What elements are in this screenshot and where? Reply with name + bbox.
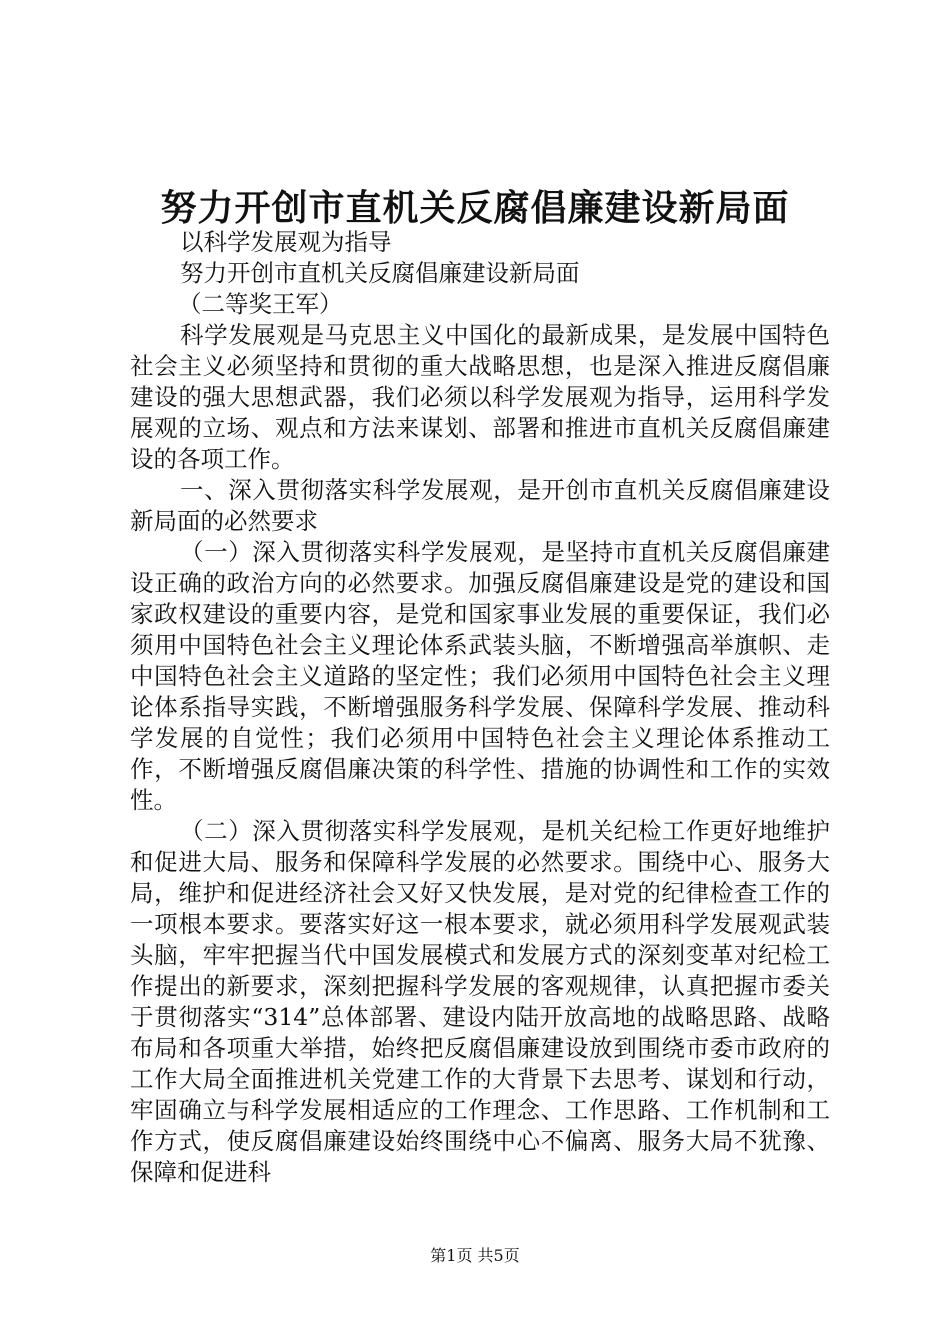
- paragraph-subsection-1: （一）深入贯彻落实科学发展观，是坚持市直机关反腐倡廉建设正确的政治方向的必然要求。加强反腐倡廉建设是党的建设和国家政权建设的重要内容，是党和国家事业发展的重要保证，我们必须用中国特色社会主义理论体系武装头脑，不断增强高举旗帜、走中国特色社会主义道路的坚定性；我们必须用中国特色社会主义理论体系指导实践，不断增强服务科学发展、保障科学发展、推动科学发展的自觉性；我们必须用中国特色社会主义理论体系推动工作，不断增强反腐倡廉决策的科学性、措施的协调性和工作的实效性。: [130, 538, 830, 814]
- subtitle-line-1: 以科学发展观为指导: [180, 228, 392, 256]
- section-heading-1: 一、深入贯彻落实科学发展观，是开创市直机关反腐倡廉建设新局面的必然要求: [130, 476, 830, 535]
- document-body: [130, 227, 830, 1188]
- document-title: 努力开创市直机关反腐倡廉建设新局面: [160, 187, 790, 229]
- page-footer: 第1页 共5页: [430, 1246, 520, 1265]
- subtitle-line-2: 努力开创市直机关反腐倡廉建设新局面: [180, 259, 580, 287]
- paragraph-subsection-2: （二）深入贯彻落实科学发展观，是机关纪检工作更好地维护和促进大局、服务和保障科学发展的必然要求。围绕中心、服务大局，维护和促进经济社会又好又快发展，是对党的纪律检查工作的一项根本要求。要落实好这一根本要求，就必须用科学发展观武装头脑，牢牢把握当代中国发展模式和发展方式的深刻变革对纪检工作提出的新要求，深刻把握科学发展的客观规律，认真把握市委关于贯彻落实“314”总体部署、建设内陆开放高地的战略思路、战略布局和各项重大举措，始终把反腐倡廉建设放到围绕市委市政府的工作大局全面推进机关党建工作的大背景下去思考、谋划和行动，牢固确立与科学发展相适应的工作理念、工作思路、工作机制和工作方式，使反腐倡廉建设始终围绕中心不偏离、服务大局不犹豫、保障和促进科: [130, 817, 830, 1186]
- author-line: （二等奖王军）: [178, 290, 343, 318]
- paragraph-intro: 科学发展观是马克思主义中国化的最新成果，是发展中国特色社会主义必须坚持和贯彻的重大战略思想，也是深入推进反腐倡廉建设的强大思想武器，我们必须以科学发展观为指导，运用科学发展观的立场、观点和方法来谋划、部署和推进市直机关反腐倡廉建设的各项工作。: [130, 321, 830, 473]
